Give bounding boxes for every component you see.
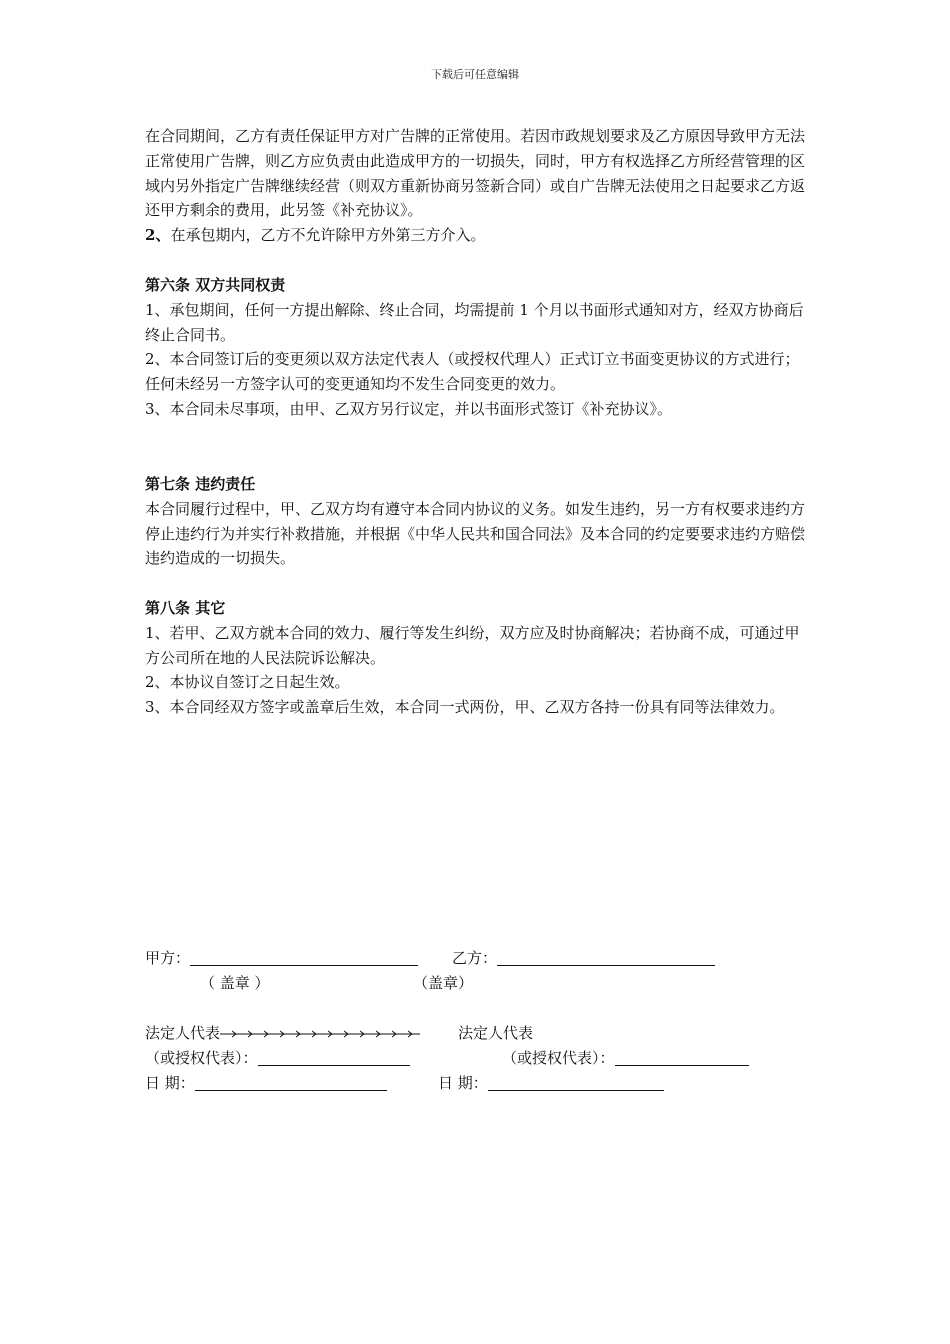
date-a-label: 日 期： [145, 1074, 195, 1092]
party-b-signature-line [497, 949, 715, 966]
article-8-item-1: 1、若甲、乙双方就本合同的效力、履行等发生纠纷，双方应及时协商解决；若协商不成，可通过甲方公司所在地的人民法院诉讼解决。 [145, 623, 800, 667]
article-7 [145, 472, 810, 571]
seal-a: （ 盖章 ） [200, 974, 270, 992]
authorized-b-label: （或授权代表）： [502, 1049, 615, 1067]
authorized-a-label: （或授权代表）： [145, 1049, 258, 1067]
intro-item-2 [145, 223, 810, 248]
article-7-text: 本合同履行过程中，甲、乙双方均有遵守本合同内协议的义务。如发生违约，另一方有权要求违约方停止违约行为并实行补救措施，并根据《中华人民共和国合同法》及本合同的约定要要求违约方赔偿违约造成的一切损失。 [145, 499, 806, 568]
tab-arrows-icon [220, 1026, 420, 1040]
date-a-row [145, 1071, 387, 1095]
authorized-b-row [502, 1046, 749, 1070]
date-b-label: 日 期： [438, 1074, 488, 1092]
party-a-label: 甲方： [145, 949, 191, 967]
article-8-title: 第八条 其它 [145, 599, 226, 617]
party-a-signature-line [190, 949, 418, 966]
legal-rep-b-label: 法定人代表 [458, 1024, 534, 1042]
article-6 [145, 273, 810, 422]
intro-paragraph: 在合同期间，乙方有责任保证甲方对广告牌的正常使用。若因市政规划要求及乙方原因导致甲方无法正常使用广告牌，则乙方应负责由此造成甲方的一切损失，同时，甲方有权选择乙方所经营管理的区域内另外指定广告牌继续经营（则双方重新协商另签新合同）或自广告牌无法使用之日起要求乙方返还甲方剩余的费用，此另签《补充协议》。 [145, 127, 806, 220]
seal-b: （盖章） [413, 974, 474, 992]
authorized-b-line [615, 1049, 749, 1066]
item-text: 在承包期内，乙方不允许除甲方外第三方介入。 [170, 226, 486, 245]
authorized-a-line [258, 1049, 410, 1066]
party-a-row [145, 946, 418, 970]
date-a-line [195, 1074, 387, 1091]
party-b-label: 乙方： [452, 949, 498, 967]
legal-rep-a-label: 法定人代表 [145, 1024, 221, 1042]
date-b-line [488, 1074, 664, 1091]
item-number: 2、 [145, 226, 171, 245]
article-8-item-2: 2、本协议自签订之日起生效。 [145, 673, 350, 692]
article-6-item-2: 2、本合同签订后的变更须以双方法定代表人（或授权代理人）正式订立书面变更协议的方式进行；任何未经另一方签字认可的变更通知均不发生合同变更的效力。 [145, 350, 800, 394]
article-7-title: 第七条 违约责任 [145, 475, 256, 493]
article-6-title: 第六条 双方共同权责 [145, 276, 286, 294]
party-b-row [452, 946, 715, 970]
legal-rep-a-row [145, 1021, 420, 1045]
date-b-row [438, 1071, 664, 1095]
article-6-item-3: 3、本合同未尽事项，由甲、乙双方另行议定，并以书面形式签订《补充协议》。 [145, 399, 673, 418]
article-8 [145, 596, 810, 720]
article-8-item-3: 3、本合同经双方签字或盖章后生效，本合同一式两份，甲、乙双方各持一份具有同等法律效力。 [145, 698, 785, 717]
page-header: 下载后可任意编辑 [431, 68, 519, 81]
intro-section [145, 124, 810, 248]
authorized-a-row [145, 1046, 410, 1070]
article-6-item-1: 1、承包期间，任何一方提出解除、终止合同，均需提前 1 个月以书面形式通知对方，经双方协商后终止合同书。 [145, 300, 804, 344]
